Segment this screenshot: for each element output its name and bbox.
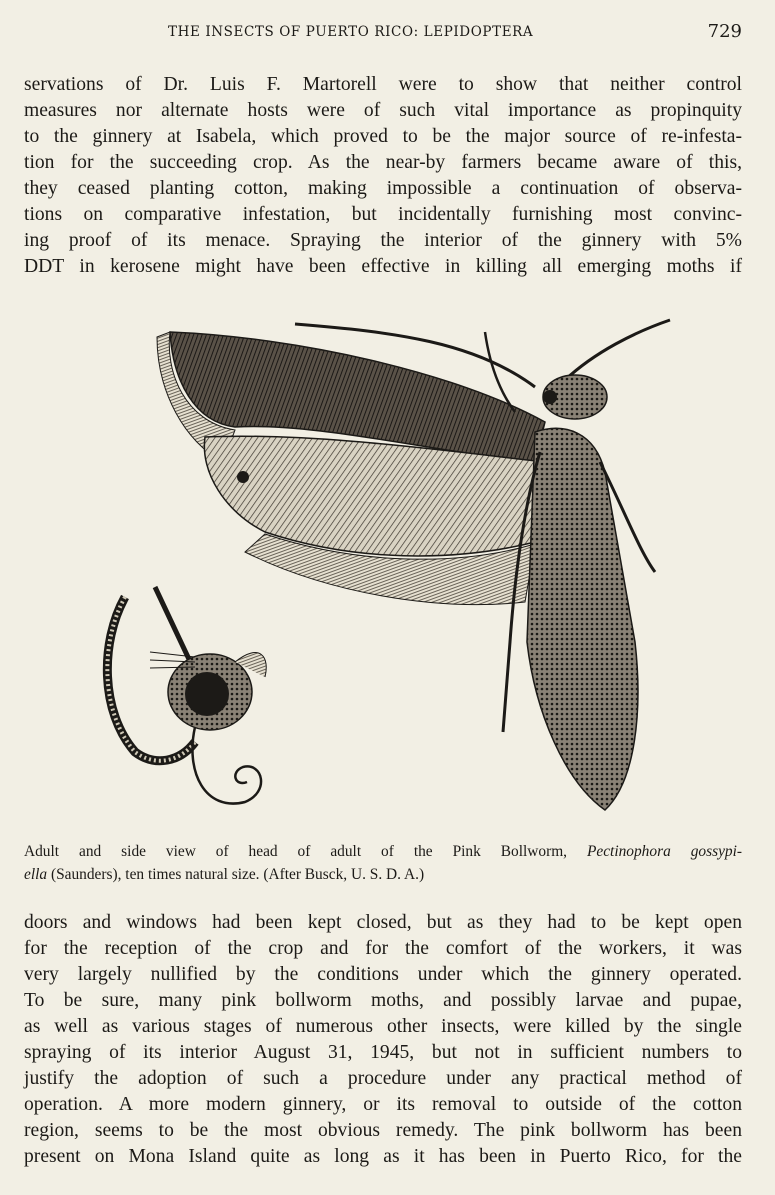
text-line: ing proof of its menace. Spraying the interior of the ginnery with 5% [24,230,742,251]
moth-body [527,428,638,810]
figure-caption [24,840,742,886]
text-line: present on Mona Island quite as long as it has been in Puerto Rico, for the [24,1146,742,1167]
text-line: as well as various stages of numerous other insects, were killed by the single [24,1016,742,1037]
text-line: for the reception of the crop and for the comfort of the workers, it was [24,938,742,959]
text-line: measures nor alternate hosts were of such vital importance as propinquity [24,100,742,121]
text-line: they ceased planting cotton, making impossible a continuation of observa- [24,178,742,199]
page-number: 729 [707,21,742,42]
head-side-view [107,587,266,804]
text-line: tions on comparative infestation, but incidentally furnishing most convinc- [24,204,742,225]
text-line: very largely nullified by the conditions under which the ginnery operated. [24,964,742,985]
paragraph-bottom [24,910,742,1170]
caption-line [24,863,742,886]
species-name: Pectinophora gossypi- [586,843,743,860]
caption-text: Adult and side view of head of adult of the Pink Bollworm, [24,843,587,860]
text-line: servations of Dr. Luis F. Martorell were to show that neither control [24,74,742,95]
text-line: operation. A more modern ginnery, or its removal to outside of the cotton [24,1094,742,1115]
text-line: DDT in kerosene might have been effective in killing all emerging moths if [24,256,742,277]
caption-text: (Saunders), ten times natural size. (After Busck, U. S. D. A.) [47,866,425,883]
moth-illustration [95,312,675,832]
text-line: To be sure, many pink bollworm moths, and possibly larvae and pupae, [24,990,742,1011]
text-line: doors and windows had been kept closed, but as they had to be kept open [24,912,742,933]
paragraph-top [24,72,742,280]
text-line: justify the adoption of such a procedure under any practical method of [24,1068,742,1089]
text-line: region, seems to be the most obvious remedy. The pink bollworm has been [24,1120,742,1141]
text-line: to the ginnery at Isabela, which proved to be the major source of re-infesta- [24,126,742,147]
text-line: tion for the succeeding crop. As the near-by farmers became aware of this, [24,152,742,173]
text-line: spraying of its interior August 31, 1945, but not in sufficient numbers to [24,1042,742,1063]
species-name: ella [24,866,48,883]
antenna [565,320,670,380]
caption-line [24,840,742,863]
running-title: THE INSECTS OF PUERTO RICO: LEPIDOPTERA [168,24,534,40]
running-head [0,22,775,46]
